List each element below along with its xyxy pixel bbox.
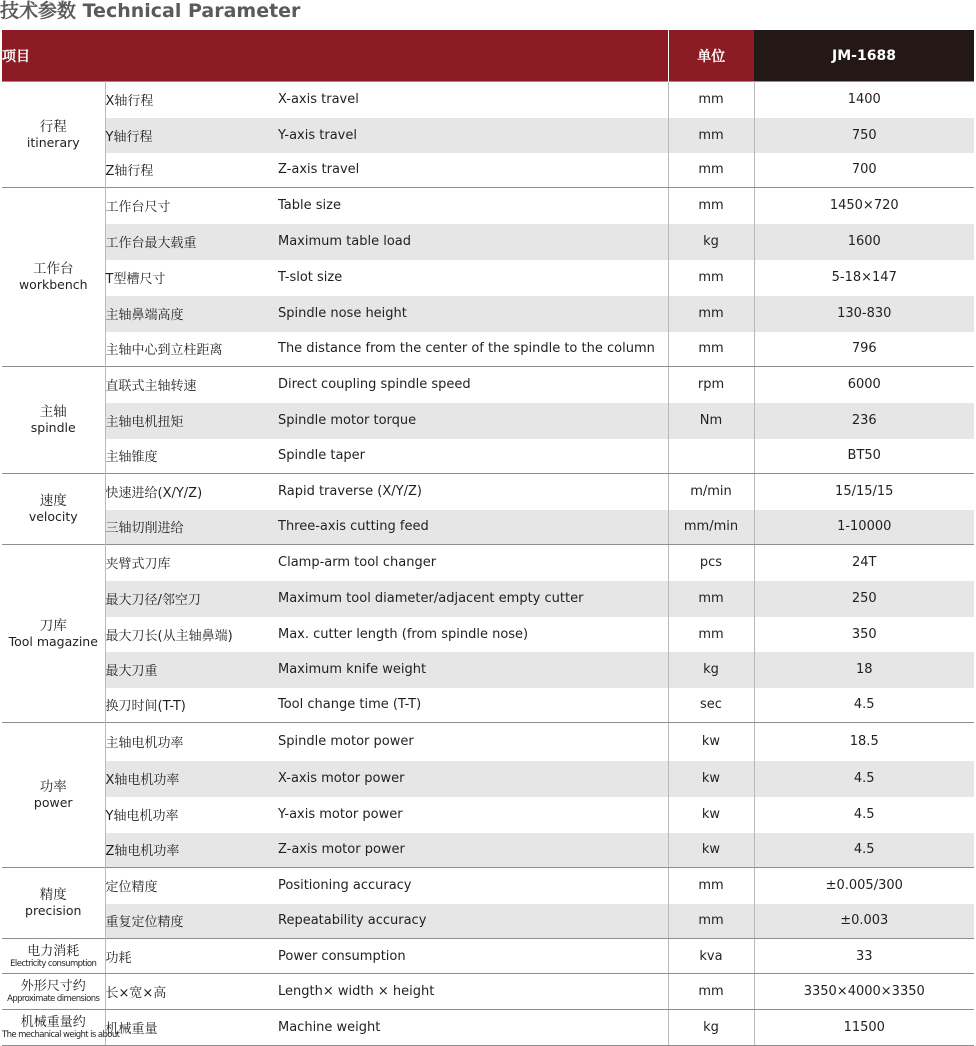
param-name-zh: 主轴鼻端高度: [105, 296, 278, 332]
param-name-zh: 机械重量: [105, 1010, 278, 1046]
group-label-en: itinerary: [26, 134, 80, 150]
param-name-en: X-axis travel: [278, 82, 668, 118]
param-value: 4.5: [754, 761, 974, 797]
group-label-cell: [2, 188, 105, 367]
group-label-cell: [2, 82, 105, 188]
param-unit: m/min: [668, 474, 754, 510]
group-label-zh: 功率: [39, 779, 67, 795]
param-name-zh: X轴行程: [105, 82, 278, 118]
table-header-row: [2, 30, 974, 82]
param-unit: mm: [668, 296, 754, 332]
group-label-zh: 机械重量约: [20, 1015, 86, 1030]
table-row: [2, 939, 974, 974]
param-value: 1-10000: [754, 510, 974, 545]
param-name-zh: 三轴切削进给: [105, 510, 278, 545]
param-name-en: Three-axis cutting feed: [278, 510, 668, 545]
param-unit: pcs: [668, 545, 754, 581]
param-value: 11500: [754, 1010, 974, 1046]
param-value: 15/15/15: [754, 474, 974, 510]
param-name-en: Z-axis travel: [278, 153, 668, 188]
group-label-cell: [2, 545, 105, 723]
param-name-en: Y-axis motor power: [278, 807, 403, 822]
spec-body: [2, 82, 974, 1046]
param-name-zh: 主轴电机功率: [105, 723, 278, 761]
param-name-en: Positioning accuracy: [278, 868, 668, 904]
group-label-zh: 行程: [39, 118, 67, 135]
param-name-zh: 最大刀重: [105, 652, 278, 688]
param-unit: mm: [668, 82, 754, 118]
param-name-en: X-axis motor power: [278, 761, 668, 797]
group-label-en: precision: [25, 903, 82, 918]
param-unit: kw: [668, 797, 754, 833]
param-name-en: Y-axis travel: [278, 118, 668, 153]
param-unit: Nm: [668, 403, 754, 439]
param-name-en: Table size: [278, 188, 668, 224]
param-name-zh: 工作台最大载重: [105, 224, 278, 260]
param-value: ±0.003: [754, 904, 974, 939]
param-value: 700: [754, 153, 974, 188]
param-value: 1400: [754, 82, 974, 118]
param-value: 130-830: [754, 296, 974, 332]
table-row: [2, 224, 974, 260]
param-value: 1450×720: [754, 188, 974, 224]
table-row: [2, 367, 974, 403]
param-value: 750: [754, 118, 974, 153]
param-name-zh: 夹臂式刀库: [105, 545, 278, 581]
param-name-en: The distance from the center of the spindle to the column: [278, 332, 668, 367]
group-label-zh: 刀库: [39, 617, 67, 634]
header-model: JM-1688: [754, 30, 974, 82]
table-row: [2, 260, 974, 296]
param-unit: kw: [668, 833, 754, 868]
param-name-en: Spindle nose height: [278, 296, 668, 332]
table-row: [2, 118, 974, 153]
group-label-en: Approximate dimensions: [7, 994, 100, 1004]
group-label-en: The mechanical weight is about: [2, 1030, 120, 1040]
param-unit: mm: [668, 153, 754, 188]
param-unit: kg: [668, 652, 754, 688]
param-unit: kva: [668, 939, 754, 974]
param-value: 18.5: [754, 723, 974, 761]
param-unit: mm: [668, 974, 754, 1010]
param-name-en: Maximum tool diameter/adjacent empty cutter: [278, 581, 668, 617]
table-row: [2, 510, 974, 545]
param-value: 3350×4000×3350: [754, 974, 974, 1010]
group-label-cell: [2, 974, 105, 1010]
param-unit: kw: [668, 761, 754, 797]
table-row: [2, 833, 974, 868]
table-row: [2, 904, 974, 939]
group-label-en: velocity: [28, 509, 78, 524]
group-label-cell: [2, 939, 105, 974]
param-name-zh: T型槽尺寸: [105, 272, 166, 287]
param-name-en: Machine weight: [278, 1010, 668, 1046]
param-unit: mm/min: [668, 510, 754, 545]
param-name-zh: 最大刀长(从主轴鼻端): [105, 628, 233, 644]
param-name-en: Repeatability accuracy: [278, 904, 668, 939]
table-row: [2, 974, 974, 1010]
param-value: ±0.005/300: [754, 868, 974, 904]
param-unit: mm: [668, 904, 754, 939]
table-row: [2, 439, 974, 474]
group-label-en: Electricity consumption: [10, 958, 97, 969]
param-value: 18: [754, 652, 974, 688]
param-name-en: Max. cutter length (from spindle nose): [278, 626, 529, 642]
param-name-en: Maximum knife weight: [278, 652, 668, 688]
group-label-zh: 精度: [39, 887, 67, 903]
param-value: 250: [754, 581, 974, 617]
param-name-zh: 长×宽×高: [105, 974, 278, 1010]
group-label-zh: 外形尺寸约: [20, 979, 86, 994]
param-name-zh: Y轴电机功率: [105, 809, 179, 824]
param-name-en: Spindle motor torque: [278, 403, 668, 439]
param-unit: sec: [668, 688, 754, 723]
group-label-zh: 速度: [39, 493, 67, 509]
group-label-en: power: [33, 795, 73, 810]
param-unit: mm: [668, 617, 754, 652]
table-row: [2, 868, 974, 904]
param-name-zh: 定位精度: [105, 868, 278, 904]
param-name-zh: 换刀时间(T-T): [105, 688, 278, 723]
group-label-en: spindle: [30, 420, 76, 435]
param-name-zh: 快速进给(X/Y/Z): [105, 474, 278, 510]
param-value: 33: [754, 939, 974, 974]
param-unit: kw: [668, 723, 754, 761]
param-name-zh: 主轴电机扭矩: [105, 403, 278, 439]
param-value: 5-18×147: [831, 270, 897, 285]
param-name-en: Direct coupling spindle speed: [278, 367, 668, 403]
param-value: 4.5: [754, 688, 974, 723]
group-label-en: workbench: [18, 277, 88, 292]
param-name-zh: Z轴电机功率: [105, 833, 278, 868]
param-name-en: Length× width × height: [278, 974, 668, 1010]
param-unit: mm: [668, 332, 754, 367]
param-name-zh: 工作台尺寸: [105, 188, 278, 224]
param-name-en: Z-axis motor power: [278, 833, 668, 868]
param-unit: [668, 439, 754, 474]
param-value: 1600: [754, 224, 974, 260]
group-label-en: Tool magazine: [8, 633, 98, 649]
param-unit: mm: [668, 188, 754, 224]
param-name-zh: X轴电机功率: [105, 761, 278, 797]
table-row: [2, 652, 974, 688]
group-label-cell: [2, 367, 105, 474]
param-value: BT50: [754, 439, 974, 474]
param-name-en: Maximum table load: [278, 224, 668, 260]
param-name-en: Tool change time (T-T): [278, 688, 668, 723]
param-name-zh: 直联式主轴转速: [105, 367, 278, 403]
param-unit: kg: [668, 224, 754, 260]
table-row: [2, 403, 974, 439]
param-name-zh: 重复定位精度: [105, 904, 278, 939]
param-name-zh: 功耗: [105, 939, 278, 974]
group-label-cell: [2, 474, 105, 545]
param-name-en: T-slot size: [278, 270, 343, 285]
param-name-zh: 主轴中心到立柱距离: [105, 332, 278, 367]
param-unit: mm: [668, 118, 754, 153]
param-unit: mm: [668, 260, 754, 296]
group-label-zh: 主轴: [39, 404, 67, 420]
table-row: [2, 723, 974, 761]
table-row: [2, 296, 974, 332]
spec-table: [2, 30, 974, 1046]
table-row: [2, 82, 974, 118]
group-label-cell: [2, 1010, 120, 1046]
table-row: [2, 332, 974, 367]
table-row: [2, 474, 974, 510]
param-value: 4.5: [754, 833, 974, 868]
param-name-zh: Y轴行程: [105, 118, 278, 153]
param-unit: mm: [668, 868, 754, 904]
table-row: [2, 761, 974, 797]
param-name-en: Spindle motor power: [278, 723, 668, 761]
header-unit: 单位: [668, 30, 754, 82]
param-value: 24T: [754, 545, 974, 581]
page-title: 技术参数 Technical Parameter: [0, 0, 301, 22]
table-row: [2, 1010, 974, 1046]
param-unit: rpm: [668, 367, 754, 403]
param-value: 4.5: [853, 807, 875, 822]
group-label-zh: 电力消耗: [27, 943, 80, 959]
param-name-zh: 主轴锥度: [105, 439, 278, 474]
param-name-zh: 最大刀径/邻空刀: [105, 581, 278, 617]
header-item: 项目: [2, 30, 668, 82]
param-name-en: Power consumption: [278, 939, 668, 974]
param-name-en: Clamp-arm tool changer: [278, 545, 668, 581]
param-name-en: Rapid traverse (X/Y/Z): [278, 474, 668, 510]
param-value: 796: [754, 332, 974, 367]
param-unit: kg: [668, 1010, 754, 1046]
table-row: [2, 581, 974, 617]
param-value: 350: [851, 626, 877, 642]
param-value: 6000: [754, 367, 974, 403]
param-name-en: Spindle taper: [278, 439, 668, 474]
param-unit: mm: [668, 581, 754, 617]
table-row: [2, 617, 974, 652]
table-row: [2, 545, 974, 581]
table-row: [2, 797, 974, 833]
table-row: [2, 153, 974, 188]
group-label-zh: 工作台: [33, 261, 74, 277]
table-row: [2, 688, 974, 723]
param-value: 236: [754, 403, 974, 439]
group-label-cell: [2, 723, 105, 868]
param-name-zh: Z轴行程: [105, 153, 278, 188]
table-row: [2, 188, 974, 224]
group-label-cell: [2, 868, 105, 939]
